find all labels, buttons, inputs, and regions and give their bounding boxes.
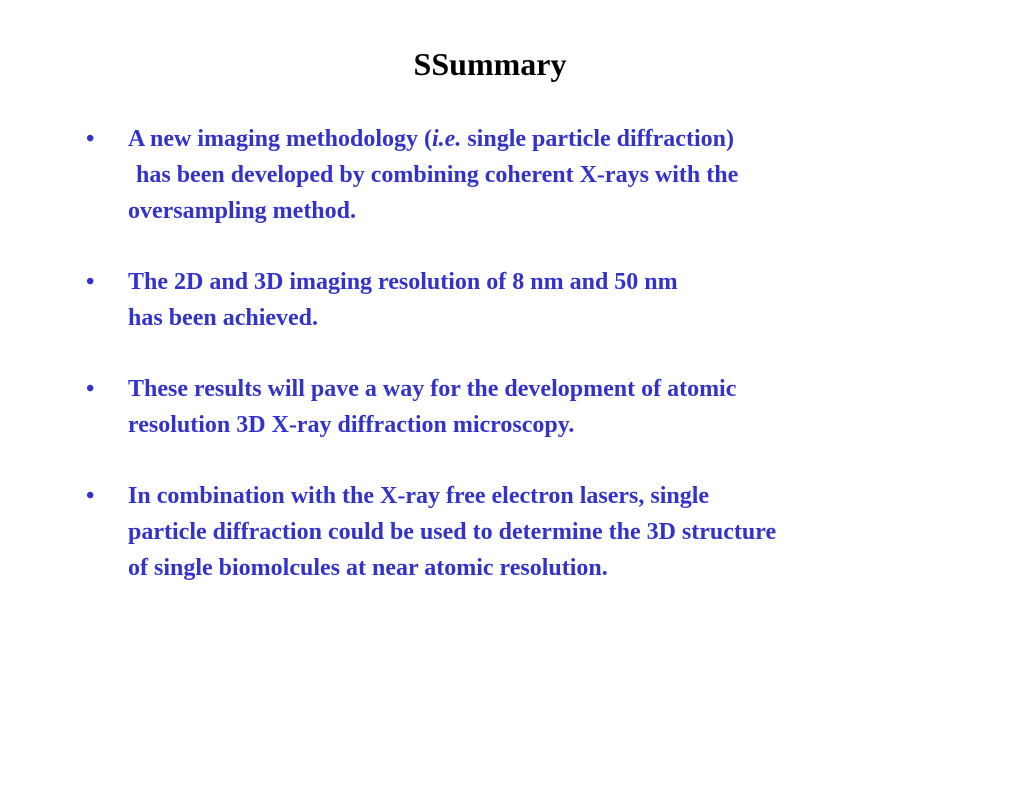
bullet-line: These results will pave a way for the development of atomic: [128, 376, 737, 402]
bullet-line: The 2D and 3D imaging resolution of 8 nm and 50 nm: [128, 269, 678, 295]
bullet-text-italic: i.e.: [432, 126, 462, 152]
slide-title: SSummary: [413, 46, 567, 82]
bullet-line: has been developed by combining coherent X-rays with the: [136, 162, 739, 188]
bullet-text: single particle diffraction): [461, 126, 734, 152]
bullet-text: A new imaging methodology (: [128, 126, 433, 152]
bullet-icon: •: [86, 126, 95, 152]
bullet-line: resolution 3D X-ray diffraction microscopy.: [128, 412, 575, 438]
bullet-icon: •: [86, 269, 95, 295]
bullet-item-xfel: [84, 478, 964, 586]
bullet-line: oversampling method.: [128, 198, 356, 224]
bullet-item-outlook: [84, 371, 964, 443]
bullet-item-methodology: [84, 121, 964, 229]
bullet-line: [128, 121, 964, 157]
summary-bullet-list: [84, 121, 964, 621]
bullet-line: of single biomolcules at near atomic resolution.: [128, 555, 608, 581]
bullet-line: particle diffraction could be used to determine the 3D structure: [128, 519, 777, 545]
bullet-line: In combination with the X-ray free electron lasers, single: [128, 483, 710, 509]
bullet-item-resolution: [84, 264, 964, 336]
bullet-icon: •: [86, 483, 95, 509]
bullet-icon: •: [86, 376, 95, 402]
bullet-line: has been achieved.: [128, 305, 319, 331]
